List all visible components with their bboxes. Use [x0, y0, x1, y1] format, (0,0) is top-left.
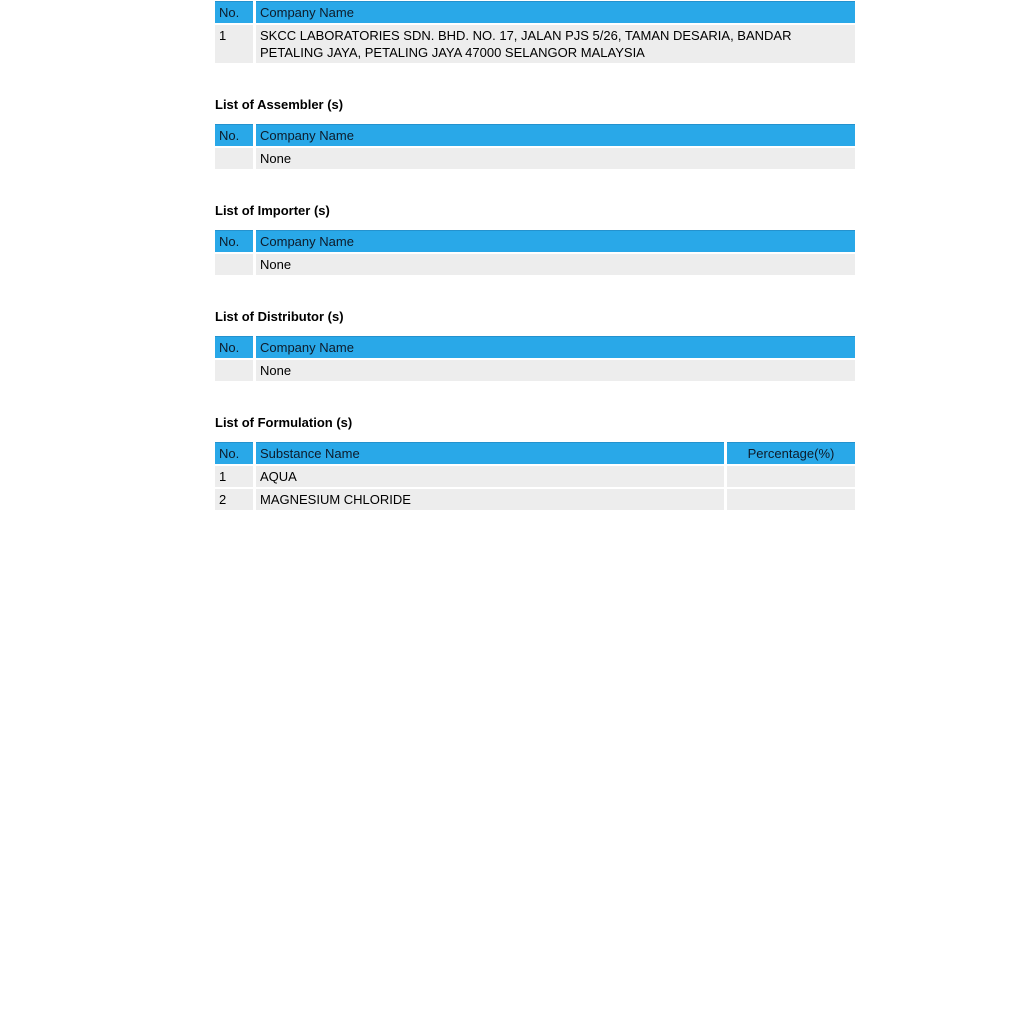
- cell-substance-name: AQUA: [256, 466, 724, 487]
- cell-percentage: [727, 466, 855, 487]
- section-title-distributor: List of Distributor (s): [215, 309, 344, 324]
- cell-company-name: None: [256, 254, 855, 275]
- table-header-row: [215, 1, 855, 23]
- document-content: [215, 0, 855, 510]
- header-cell-no: No.: [215, 336, 253, 358]
- table-header-row: [215, 124, 855, 146]
- cell-no: 2: [215, 489, 253, 510]
- table-row: [215, 466, 855, 487]
- header-cell-no: No.: [215, 442, 253, 464]
- table-row: [215, 25, 855, 63]
- header-cell-no: No.: [215, 1, 253, 23]
- importer-table: [215, 230, 855, 275]
- cell-company-name: SKCC LABORATORIES SDN. BHD. NO. 17, JALAN PJS 5/26, TAMAN DESARIA, BANDAR PETALING JAYA, PETALING JAYA 47000 SELANGOR MALAYSIA: [256, 25, 855, 63]
- header-cell-company-name: Company Name: [256, 230, 855, 252]
- table-row: [215, 254, 855, 275]
- table-header-row: [215, 442, 855, 464]
- header-cell-percentage: Percentage(%): [727, 442, 855, 464]
- table-row: [215, 360, 855, 381]
- distributor-table: [215, 336, 855, 381]
- header-cell-company-name: Company Name: [256, 336, 855, 358]
- importer-section: [215, 204, 855, 275]
- cell-company-name: None: [256, 148, 855, 169]
- cell-substance-name: MAGNESIUM CHLORIDE: [256, 489, 724, 510]
- header-cell-company-name: Company Name: [256, 124, 855, 146]
- table-header-row: [215, 336, 855, 358]
- formulation-section: [215, 416, 855, 510]
- section-title-formulation: List of Formulation (s): [215, 415, 353, 430]
- section-title-importer: List of Importer (s): [215, 203, 330, 218]
- cell-no: [215, 148, 253, 169]
- cell-no: 1: [215, 25, 253, 63]
- table-row: [215, 148, 855, 169]
- header-cell-no: No.: [215, 124, 253, 146]
- header-cell-no: No.: [215, 230, 253, 252]
- formulation-table: [215, 442, 855, 510]
- distributor-section: [215, 310, 855, 381]
- cell-no: [215, 254, 253, 275]
- assembler-table: [215, 124, 855, 169]
- assembler-section: [215, 98, 855, 169]
- section-title-assembler: List of Assembler (s): [215, 97, 344, 112]
- manufacturer-table: [215, 1, 855, 63]
- cell-percentage: [727, 489, 855, 510]
- table-header-row: [215, 230, 855, 252]
- cell-no: 1: [215, 466, 253, 487]
- table-row: [215, 489, 855, 510]
- cell-no: [215, 360, 253, 381]
- cell-company-name: None: [256, 360, 855, 381]
- header-cell-substance-name: Substance Name: [256, 442, 724, 464]
- header-cell-company-name: Company Name: [256, 1, 855, 23]
